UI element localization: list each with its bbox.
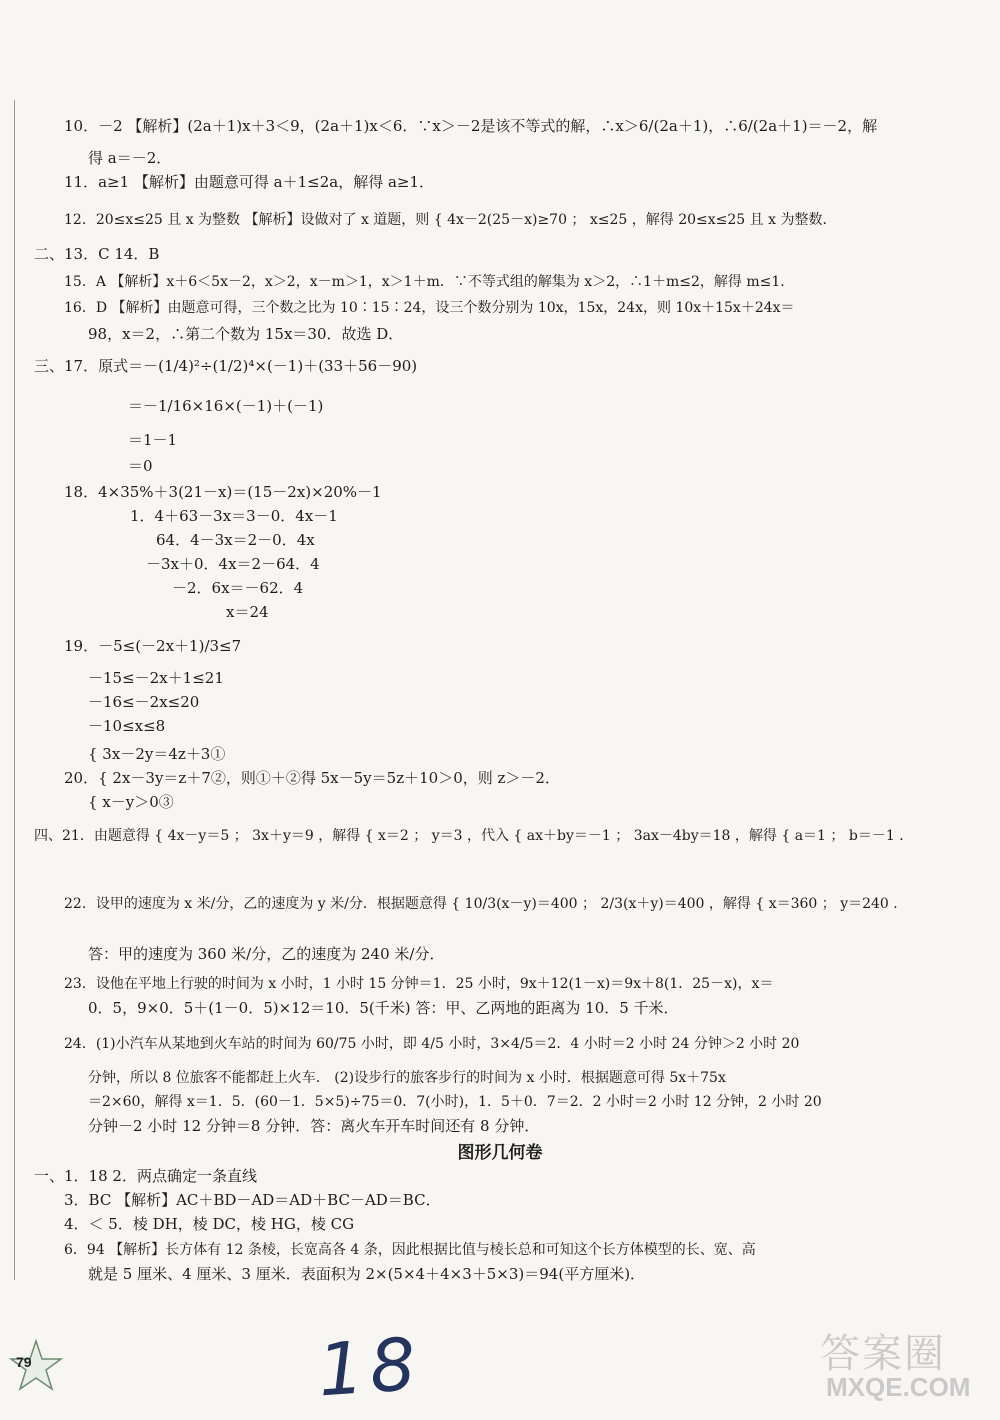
answer-line: 得 a＝－2． — [88, 149, 172, 167]
answer-line: －2．6x＝－62．4 — [172, 579, 304, 597]
answer-line: 1．4＋63－3x＝3－0．4x－1 — [130, 507, 338, 525]
answer-line: 18．4×35%＋3(21－x)＝(15－2x)×20%－1 — [64, 483, 382, 501]
answer-line: 11．a≥1 【解析】由题意可得 a＋1≤2a，解得 a≥1． — [64, 173, 435, 191]
answer-line: x＝24 — [226, 603, 269, 621]
watermark-url: MXQE.COM — [826, 1372, 971, 1402]
answer-line: 4．＜ 5．棱 DH，棱 DC，棱 HG，棱 CG — [64, 1215, 355, 1233]
answer-line: 答：甲的速度为 360 米/分，乙的速度为 240 米/分． — [88, 945, 445, 963]
answer-line: 就是 5 厘米、4 厘米、3 厘米．表面积为 2×(5×4＋4×3＋5×3)＝94(平方厘米)． — [88, 1265, 646, 1283]
answer-line: 16．D 【解析】由题意可得，三个数之比为 10∶15∶24，设三个数分别为 10x，15x，24x，则 10x＋15x＋24x＝ — [64, 300, 795, 316]
watermark-logo: 答案圈 — [820, 1331, 946, 1377]
answer-line: －10≤x≤8 — [88, 717, 166, 735]
answer-line: 12．20≤x≤25 且 x 为整数 【解析】设做对了 x 道题，则 { 4x－2(25－x)≥70 ； x≤25 ，解得 20≤x≤25 且 x 为整数． — [64, 212, 837, 228]
answer-line: ＝1－1 — [128, 431, 178, 449]
answer-line: 分钟，所以 8 位旅客不能都赶上火车． (2)设步行的旅客步行的时间为 x 小时．根据题意可得 5x＋75x — [88, 1070, 726, 1086]
answer-line: 19．－5≤(－2x＋1)/3≤7 — [64, 637, 242, 655]
answer-line: 0．5，9×0．5＋(1－0．5)×12＝10．5(千米) 答：甲、乙两地的距离为 10．5 千米． — [88, 999, 679, 1017]
answer-line: 24．(1)小汽车从某地到火车站的时间为 60/75 小时，即 4/5 小时，3×4/5＝2．4 小时＝2 小时 24 分钟＞2 小时 20 — [64, 1036, 800, 1052]
answer-line: －15≤－2x＋1≤21 — [88, 669, 224, 687]
answer-line: 分钟－2 小时 12 分钟＝8 分钟．答：离火车开车时间还有 8 分钟． — [88, 1117, 540, 1135]
answer-line: 20．{ 2x－3y＝z＋7②，则①＋②得 5x－5y＝5z＋10＞0，则 z＞－2． — [64, 769, 560, 787]
answer-line: { 3x－2y＝4z＋3① — [88, 745, 226, 763]
answer-line: 一、1．18 2．两点确定一条直线 — [34, 1167, 257, 1185]
answer-line: －16≤－2x≤20 — [88, 693, 200, 711]
answer-line: ＝0 — [128, 457, 153, 475]
answer-line: 98，x＝2，∴第二个数为 15x＝30．故选 D． — [88, 325, 404, 343]
answer-line: ＝－1/16×16×(－1)＋(－1) — [128, 397, 324, 415]
margin-rule — [14, 100, 15, 1280]
answer-line: { x－y＞0③ — [88, 793, 174, 811]
answer-line: 15．A 【解析】x＋6＜5x－2，x＞2，x－m＞1，x＞1＋m．∵不等式组的解集为 x＞2，∴1＋m≤2，解得 m≤1． — [64, 274, 795, 290]
answer-line: 四、21．由题意得 { 4x－y＝5 ； 3x＋y＝9 ，解得 { x＝2 ； y＝3 ，代入 { ax＋by＝－1 ； 3ax－4by＝18 ，解得 { a＝1 ； b＝－1 ． — [34, 828, 914, 844]
answer-line: 三、17．原式＝－(1/4)²÷(1/2)⁴×(－1)＋(33＋56－90) — [34, 357, 418, 375]
page-number: 79 — [16, 1354, 32, 1370]
answer-line: 3．BC 【解析】AC＋BD－AD＝AD＋BC－AD＝BC． — [64, 1191, 441, 1209]
answer-line: 10．－2 【解析】(2a＋1)x＋3＜9，(2a＋1)x＜6．∵x＞－2是该不等式的解，∴x＞6/(2a＋1)，∴6/(2a＋1)＝－2，解 — [64, 117, 878, 135]
answer-line: －3x＋0．4x＝2－64．4 — [146, 555, 320, 573]
answer-line: 23．设他在平地上行驶的时间为 x 小时，1 小时 15 分钟＝1．25 小时，9x＋12(1－x)＝9x＋8(1．25－x)，x＝ — [64, 976, 774, 992]
handwritten-number: 18 — [315, 1321, 425, 1413]
answer-line: 6．94 【解析】长方体有 12 条棱，长宽高各 4 条，因此根据比值与棱长总和可知这个长方体模型的长、宽、高 — [64, 1242, 756, 1258]
answer-line: ＝2×60，解得 x＝1．5．(60－1．5×5)÷75＝0．7(小时)，1．5＋0．7＝2．2 小时＝2 小时 12 分钟，2 小时 20 — [88, 1094, 822, 1110]
answer-line: 64．4－3x＝2－0．4x — [156, 531, 315, 549]
answer-line: 二、13．C 14．B — [34, 245, 160, 263]
section-title: 图形几何卷 — [457, 1143, 543, 1163]
answer-line: 22．设甲的速度为 x 米/分，乙的速度为 y 米/分．根据题意得 { 10/3(x－y)＝400 ； 2/3(x＋y)＝400 ，解得 { x＝360 ； y＝240 ． — [64, 896, 908, 912]
